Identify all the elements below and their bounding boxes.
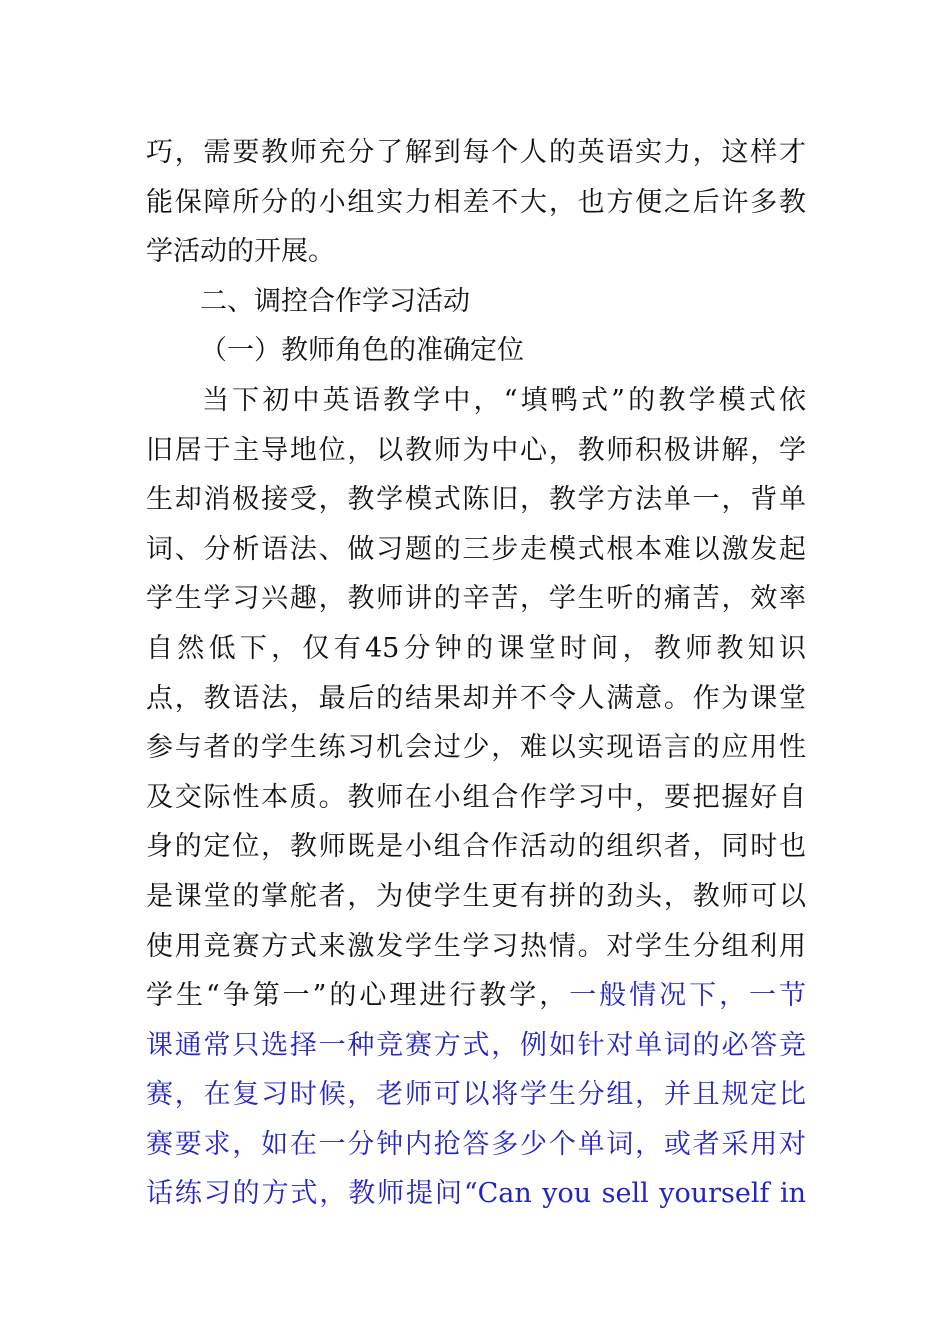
text-line-3: 学活动的开展。	[146, 236, 335, 268]
text-line-2: 能保障所分的小组实力相差不大，也方便之后许多教	[146, 186, 806, 218]
text-line-18-black: 学生“争第一”的心理进行教学，	[146, 980, 570, 1012]
text-line-18-blue: 一般情况下，一节	[569, 980, 807, 1012]
section-heading: 二、调控合作学习活动	[200, 285, 470, 317]
text-line-1: 巧，需要教师充分了解到每个人的英语实力，这样才	[146, 137, 806, 168]
text-line-13: 参与者的学生练习机会过少，难以实现语言的应用性	[146, 732, 806, 764]
text-line-8: 生却消极接受，教学模式陈旧，教学方法单一，背单	[146, 484, 806, 516]
text-line-15: 身的定位，教师既是小组合作活动的组织者，同时也	[146, 831, 806, 863]
body-text	[146, 128, 806, 1219]
text-line-11: 自然低下，仅有45分钟的课堂时间，教师教知识	[146, 632, 806, 664]
text-line-12: 点，教语法，最后的结果却并不令人满意。作为课堂	[146, 682, 806, 714]
text-line-17: 使用竞赛方式来激发学生学习热情。对学生分组利用	[146, 930, 806, 962]
text-line-16: 是课堂的掌舵者，为使学生更有拼的劲头，教师可以	[146, 880, 806, 912]
text-line-20: 赛，在复习时候，老师可以将学生分组，并且规定比	[146, 1079, 806, 1111]
text-line-21: 赛要求，如在一分钟内抢答多少个单词，或者采用对	[146, 1128, 806, 1160]
text-line-18	[146, 971, 806, 1021]
text-line-14: 及交际性本质。教师在小组合作学习中，要把握好自	[146, 781, 806, 813]
text-line-19: 课通常只选择一种竞赛方式，例如针对单词的必答竞	[146, 1029, 806, 1061]
text-line-9: 词、分析语法、做习题的三步走模式根本难以激发起	[146, 533, 806, 565]
subsection-heading: （一）教师角色的准确定位	[200, 335, 524, 367]
text-line-22: 话练习的方式，教师提问“Can you sell yourself in	[146, 1178, 806, 1210]
text-line-7: 旧居于主导地位，以教师为中心，教师积极讲解，学	[146, 434, 806, 466]
text-line-10: 学生学习兴趣，教师讲的辛苦，学生听的痛苦，效率	[146, 583, 806, 615]
text-line-6: 当下初中英语教学中，“填鸭式”的教学模式依	[202, 384, 806, 416]
